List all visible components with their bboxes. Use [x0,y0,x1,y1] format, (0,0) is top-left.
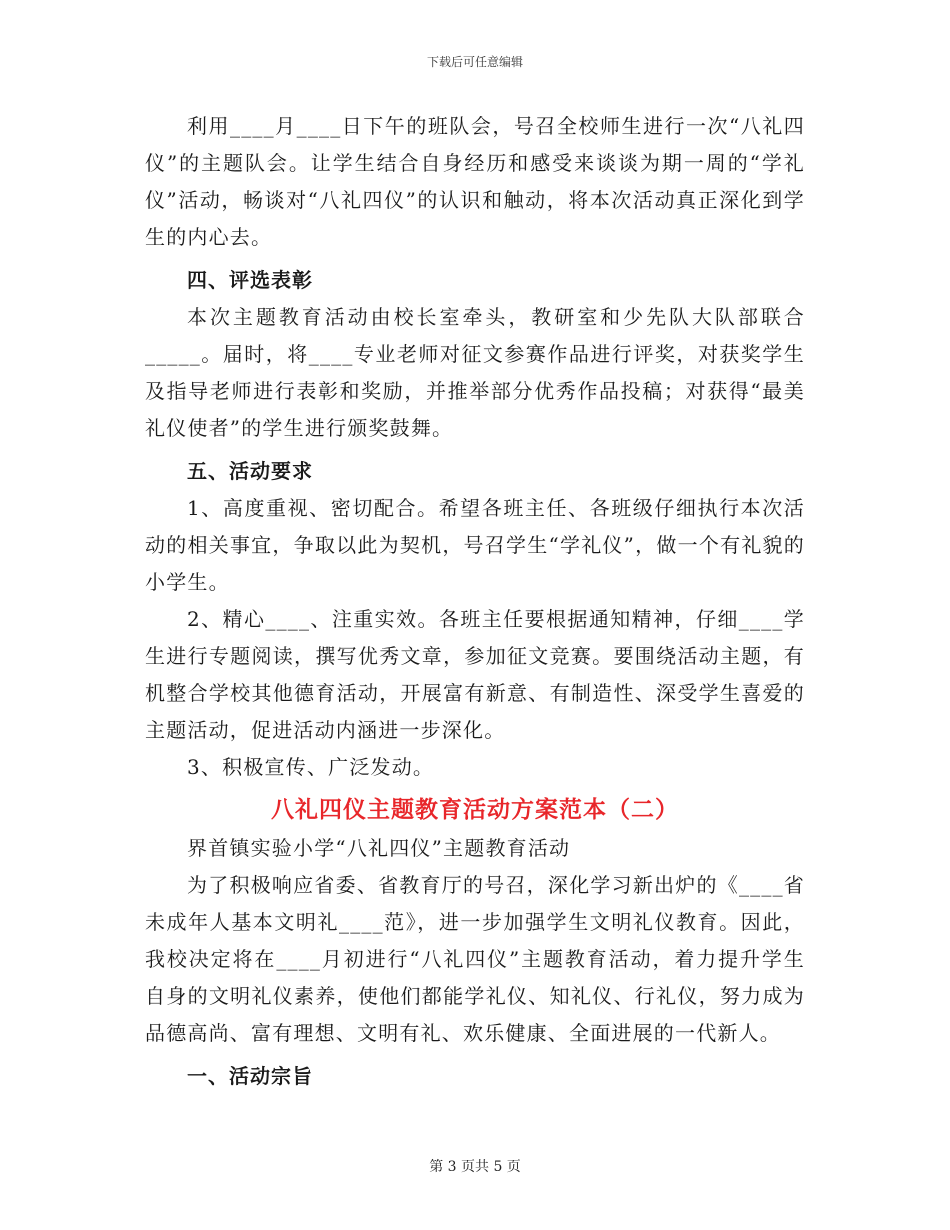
paragraph-school-activity: 界首镇实验小学“八礼四仪”主题教育活动 [187,836,571,860]
requirement-item-3: 3、积极宣传、广泛发动。 [187,755,435,779]
paragraph-intro: 为了积极响应省委、省教育厅的号召，深化学习新出炉的《____省未成年人基本文明礼____范》，进一步加强学生文明礼仪教育。因此，我校决定将在____月初进行“八礼四仪”主题教育活动，着力提升学生自身的文明礼仪素养，使他们都能学礼仪、知礼仪、行礼仪，努力成为品德高尚、富有理想、文明有礼、欢乐健康、全面进展的一代新人。 [145,873,805,1045]
requirement-item-1: 1、高度重视、密切配合。希望各班主任、各班级仔细执行本次活动的相关事宜，争取以此为契机，号召学生“学礼仪”，做一个有礼貌的小学生。 [145,496,805,594]
heading-awards: 四、评选表彰 [187,268,313,292]
page-header-note: 下载后可任意编辑 [426,55,523,69]
heading-purpose: 一、活动宗旨 [187,1064,313,1088]
paragraph-awards: 本次主题教育活动由校长室牵头，教研室和少先队大队部联合_____。届时，将____专业老师对征文参赛作品进行评奖，对获奖学生及指导老师进行表彰和奖励，并推举部分优秀作品投稿；对获得“最美礼仪使者”的学生进行颁奖鼓舞。 [145,305,805,440]
heading-requirements: 五、活动要求 [187,459,313,483]
section-title: 八礼四仪主题教育活动方案范本（二） [271,796,679,823]
page-footer-number: 第 3 页共 5 页 [429,1159,521,1175]
document-body [145,108,805,1095]
paragraph-class-meeting: 利用____月____日下午的班队会，号召全校师生进行一次“八礼四仪”的主题队会。让学生结合自身经历和感受来谈谈为期一周的“学礼仪”活动，畅谈对“八礼四仪”的认识和触动，将本次活动真正深化到学生的内心去。 [145,114,805,249]
requirement-item-2: 2、精心____、注重实效。各班主任要根据通知精神，仔细____学生进行专题阅读，撰写优秀文章，参加征文竞赛。要围绕活动主题，有机整合学校其他德育活动，开展富有新意、有制造性、深受学生喜爱的主题活动，促进活动内涵进一步深化。 [145,607,805,742]
